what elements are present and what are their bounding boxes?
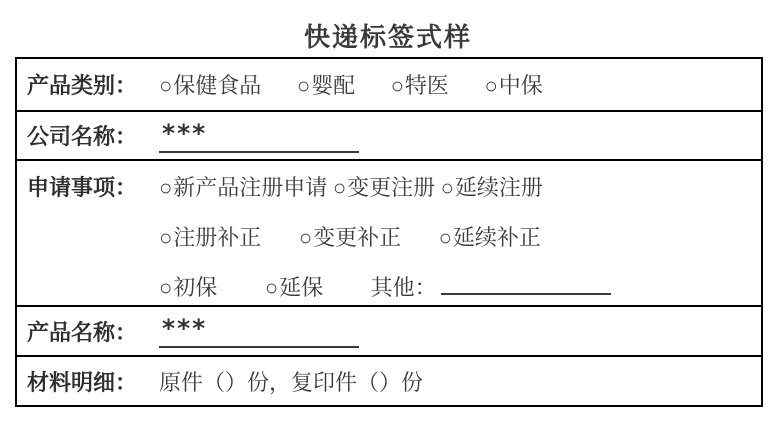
option-label: 保健食品 — [173, 73, 262, 98]
radio-circle-icon: ○ — [440, 175, 454, 200]
row-application-items — [17, 159, 761, 305]
radio-circle-icon: ○ — [438, 225, 452, 250]
radio-circle-icon: ○ — [484, 73, 498, 98]
option-registration-correction[interactable] — [159, 213, 261, 263]
application-items-label: 申请事项： — [27, 175, 138, 200]
row-company-name — [17, 110, 761, 159]
radio-circle-icon: ○ — [264, 275, 279, 300]
row-material-detail — [17, 355, 761, 405]
radio-circle-icon: ○ — [296, 73, 311, 98]
application-items-options — [159, 161, 611, 313]
radio-circle-icon: ○ — [159, 275, 173, 300]
option-renewal-filing[interactable] — [265, 263, 323, 313]
option-label: 中保 — [498, 73, 543, 98]
material-detail-content: 原件（）份，复印件（）份 — [159, 369, 424, 395]
radio-circle-icon: ○ — [332, 175, 347, 200]
option-special-medical-food[interactable] — [391, 69, 449, 100]
company-name-label: 公司名称： — [27, 124, 138, 149]
option-change-registration[interactable] — [333, 163, 435, 213]
option-label: 延续补正 — [452, 225, 541, 250]
option-label: 婴配 — [311, 73, 356, 98]
other-label: 其他： — [370, 275, 437, 300]
product-category-options — [159, 69, 543, 100]
product-name-value: *** — [162, 314, 208, 343]
application-items-line-1 — [159, 163, 611, 213]
option-label: 初保 — [173, 275, 218, 300]
option-label: 变更注册 — [347, 175, 436, 200]
option-label: 延续注册 — [454, 175, 543, 200]
company-name-field[interactable] — [159, 119, 359, 153]
option-new-product-registration[interactable] — [159, 163, 327, 213]
option-label: 新产品注册申请 — [173, 175, 328, 200]
option-label: 变更补正 — [313, 225, 402, 250]
option-label: 特医 — [404, 73, 449, 98]
radio-circle-icon: ○ — [159, 225, 173, 250]
product-category-label: 产品类别： — [27, 73, 138, 98]
option-infant-formula[interactable] — [297, 69, 355, 100]
label-form-table — [15, 57, 763, 407]
product-name-label: 产品名称： — [27, 319, 138, 345]
application-items-line-2 — [159, 213, 611, 263]
radio-circle-icon: ○ — [159, 73, 173, 98]
option-label: 注册补正 — [173, 225, 262, 250]
product-name-field[interactable] — [159, 314, 359, 348]
option-zhongbao[interactable] — [484, 69, 542, 100]
option-renewal-registration[interactable] — [441, 163, 543, 213]
row-product-category — [17, 59, 761, 110]
option-initial-filing[interactable] — [159, 263, 217, 313]
option-health-food[interactable] — [159, 69, 261, 100]
material-detail-label: 材料明细： — [27, 369, 138, 395]
radio-circle-icon: ○ — [298, 225, 313, 250]
page-title: 快递标签式样 — [303, 23, 472, 52]
application-items-line-3 — [159, 263, 611, 313]
company-name-value: *** — [162, 118, 208, 148]
radio-circle-icon: ○ — [390, 73, 404, 98]
option-label: 延保 — [279, 275, 324, 300]
radio-circle-icon: ○ — [159, 175, 173, 200]
option-change-correction[interactable] — [299, 213, 401, 263]
option-renewal-correction[interactable] — [439, 213, 541, 263]
other-field[interactable] — [441, 271, 611, 295]
